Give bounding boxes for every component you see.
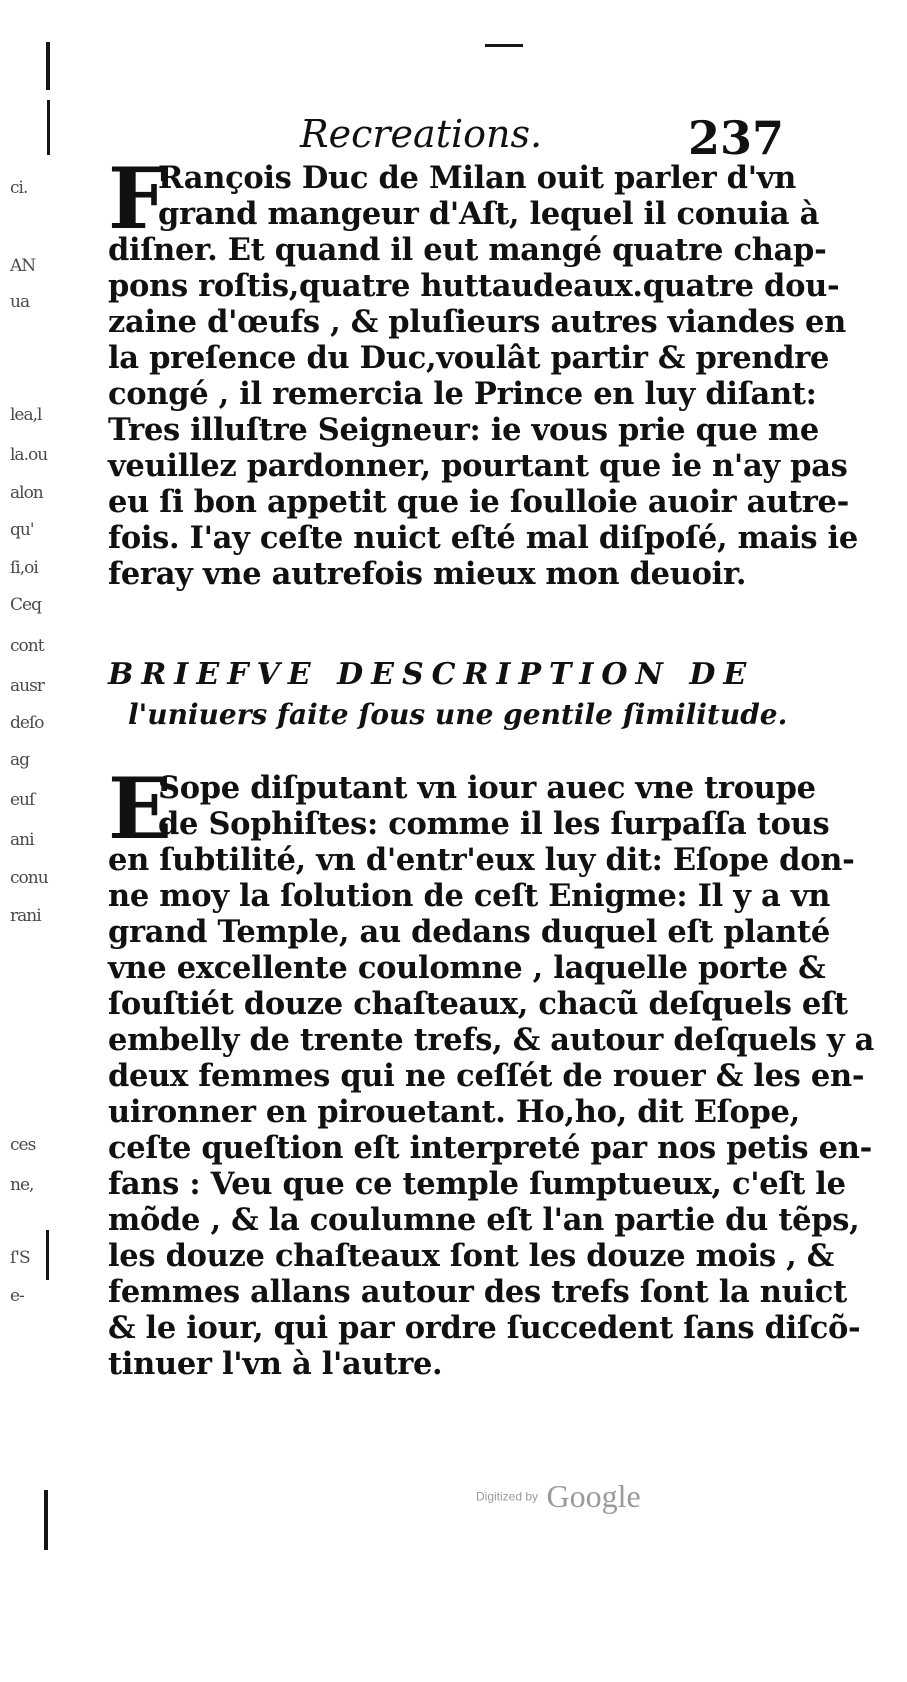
gutter-mark-upper [47,100,50,155]
bleed-text: alon [10,483,43,503]
drop-cap: E [108,759,172,858]
text-line: embelly de trente trefs, & autour deſquels y a [108,1022,875,1058]
text-line: Rançois Duc de Milan ouit parler d'vn [158,160,797,196]
digitized-by-text: Digitized by [476,1489,539,1504]
bleed-text: Ceq [10,595,41,615]
text-line: fans : Veu que ce temple ſumptueux, c'eſt le [108,1166,846,1202]
bleed-text: ua [10,292,30,312]
heading-subtitle: l'uniuers faite ſous une gentile ſimilitude. [128,698,788,731]
text-line: pons roſtis,quatre huttaudeaux.quatre dou- [108,268,840,304]
section-heading [108,655,788,735]
bleed-text: ſ'S [10,1248,30,1268]
gutter-mark-bottom [44,1490,48,1550]
text-line: veuillez pardonner, pourtant que ie n'ay pas [108,448,848,484]
google-logo: Google [546,1478,641,1514]
bleed-text: rani [10,906,41,926]
bleed-text: ausr [10,676,44,696]
bleed-text: e- [10,1286,24,1306]
text-line: ceſte queſtion eſt interpreté par nos petis en- [108,1130,872,1166]
text-line: ne moy la ſolution de ceſt Enigme: Il y a vn [108,878,831,914]
text-line: Sope diſputant vn iour auec vne troupe [158,770,816,806]
bleed-text: ne, [10,1175,34,1195]
bleed-text: conu [10,868,48,888]
text-line: grand mangeur d'Aſt, lequel il conuia à [158,196,820,232]
text-line: deux femmes qui ne ceſſét de rouer & les en- [108,1058,865,1094]
heading-title: BRIEFVE DESCRIPTION DE [108,657,755,692]
text-line: tinuer l'vn à l'autre. [108,1346,443,1382]
bleed-text: deſo [10,713,44,733]
text-line: & le iour, qui par ordre ſuccedent ſans diſcõ- [108,1310,861,1346]
bleed-text: ſi,oi [10,558,38,578]
page-number: 237 [688,111,785,165]
bleed-text: ani [10,830,34,850]
text-line: vne excellente coulomne , laquelle porte & [108,950,826,986]
bleed-text: cont [10,636,44,656]
text-line: les douze chaſteaux ſont les douze mois , & [108,1238,835,1274]
paragraph-esope [108,759,875,1382]
paragraph-duc-de-milan [108,149,858,592]
text-line: femmes allans autour des trefs ſont la nuict [108,1274,847,1310]
text-line: ſouſtiét douze chaſteaux, chacũ deſquels eſt [108,986,848,1022]
text-line: la preſence du Duc,voulât partir & prendre [108,340,830,376]
gutter-mark-middle [46,1230,49,1280]
bleed-text: AN [10,256,36,276]
top-stray-mark [485,44,523,47]
digitized-by-watermark [476,1478,641,1515]
text-line: mõde , & la coulumne eſt l'an partie du tẽps, [108,1202,860,1238]
bleed-text: euſ [10,790,35,810]
bleed-text: qu' [10,520,34,540]
running-title: Recreations. [300,112,543,156]
gutter-mark-top [46,42,50,90]
text-line: congé , il remercia le Prince en luy diſant: [108,376,817,412]
text-line: diſner. Et quand il eut mangé quatre chap- [108,232,827,268]
bleed-text: ces [10,1135,36,1155]
bleed-text: la.ou [10,445,48,465]
bleed-text: ci. [10,178,28,198]
text-line: de Sophiſtes: comme il les ſurpaſſa tous [158,806,830,842]
text-line: en ſubtilité, vn d'entr'eux luy dit: Eſope don- [108,842,855,878]
text-line: feray vne autrefois mieux mon deuoir. [108,556,747,592]
text-line: uironner en pirouetant. Ho,ho, dit Eſope, [108,1094,800,1130]
text-line: grand Temple, au dedans duquel eſt planté [108,914,830,950]
bleed-text: lea,l [10,405,42,425]
bleed-text: ag [10,750,30,770]
text-line: Tres illuſtre Seigneur: ie vous prie que me [108,412,819,448]
text-line: eu ſi bon appetit que ie ſoulloie auoir autre- [108,484,850,520]
text-line: fois. I'ay ceſte nuict eſté mal diſpoſé, mais ie [108,520,858,556]
text-line: zaine d'œufs , & pluſieurs autres viandes en [108,304,847,340]
drop-cap: F [108,149,168,248]
